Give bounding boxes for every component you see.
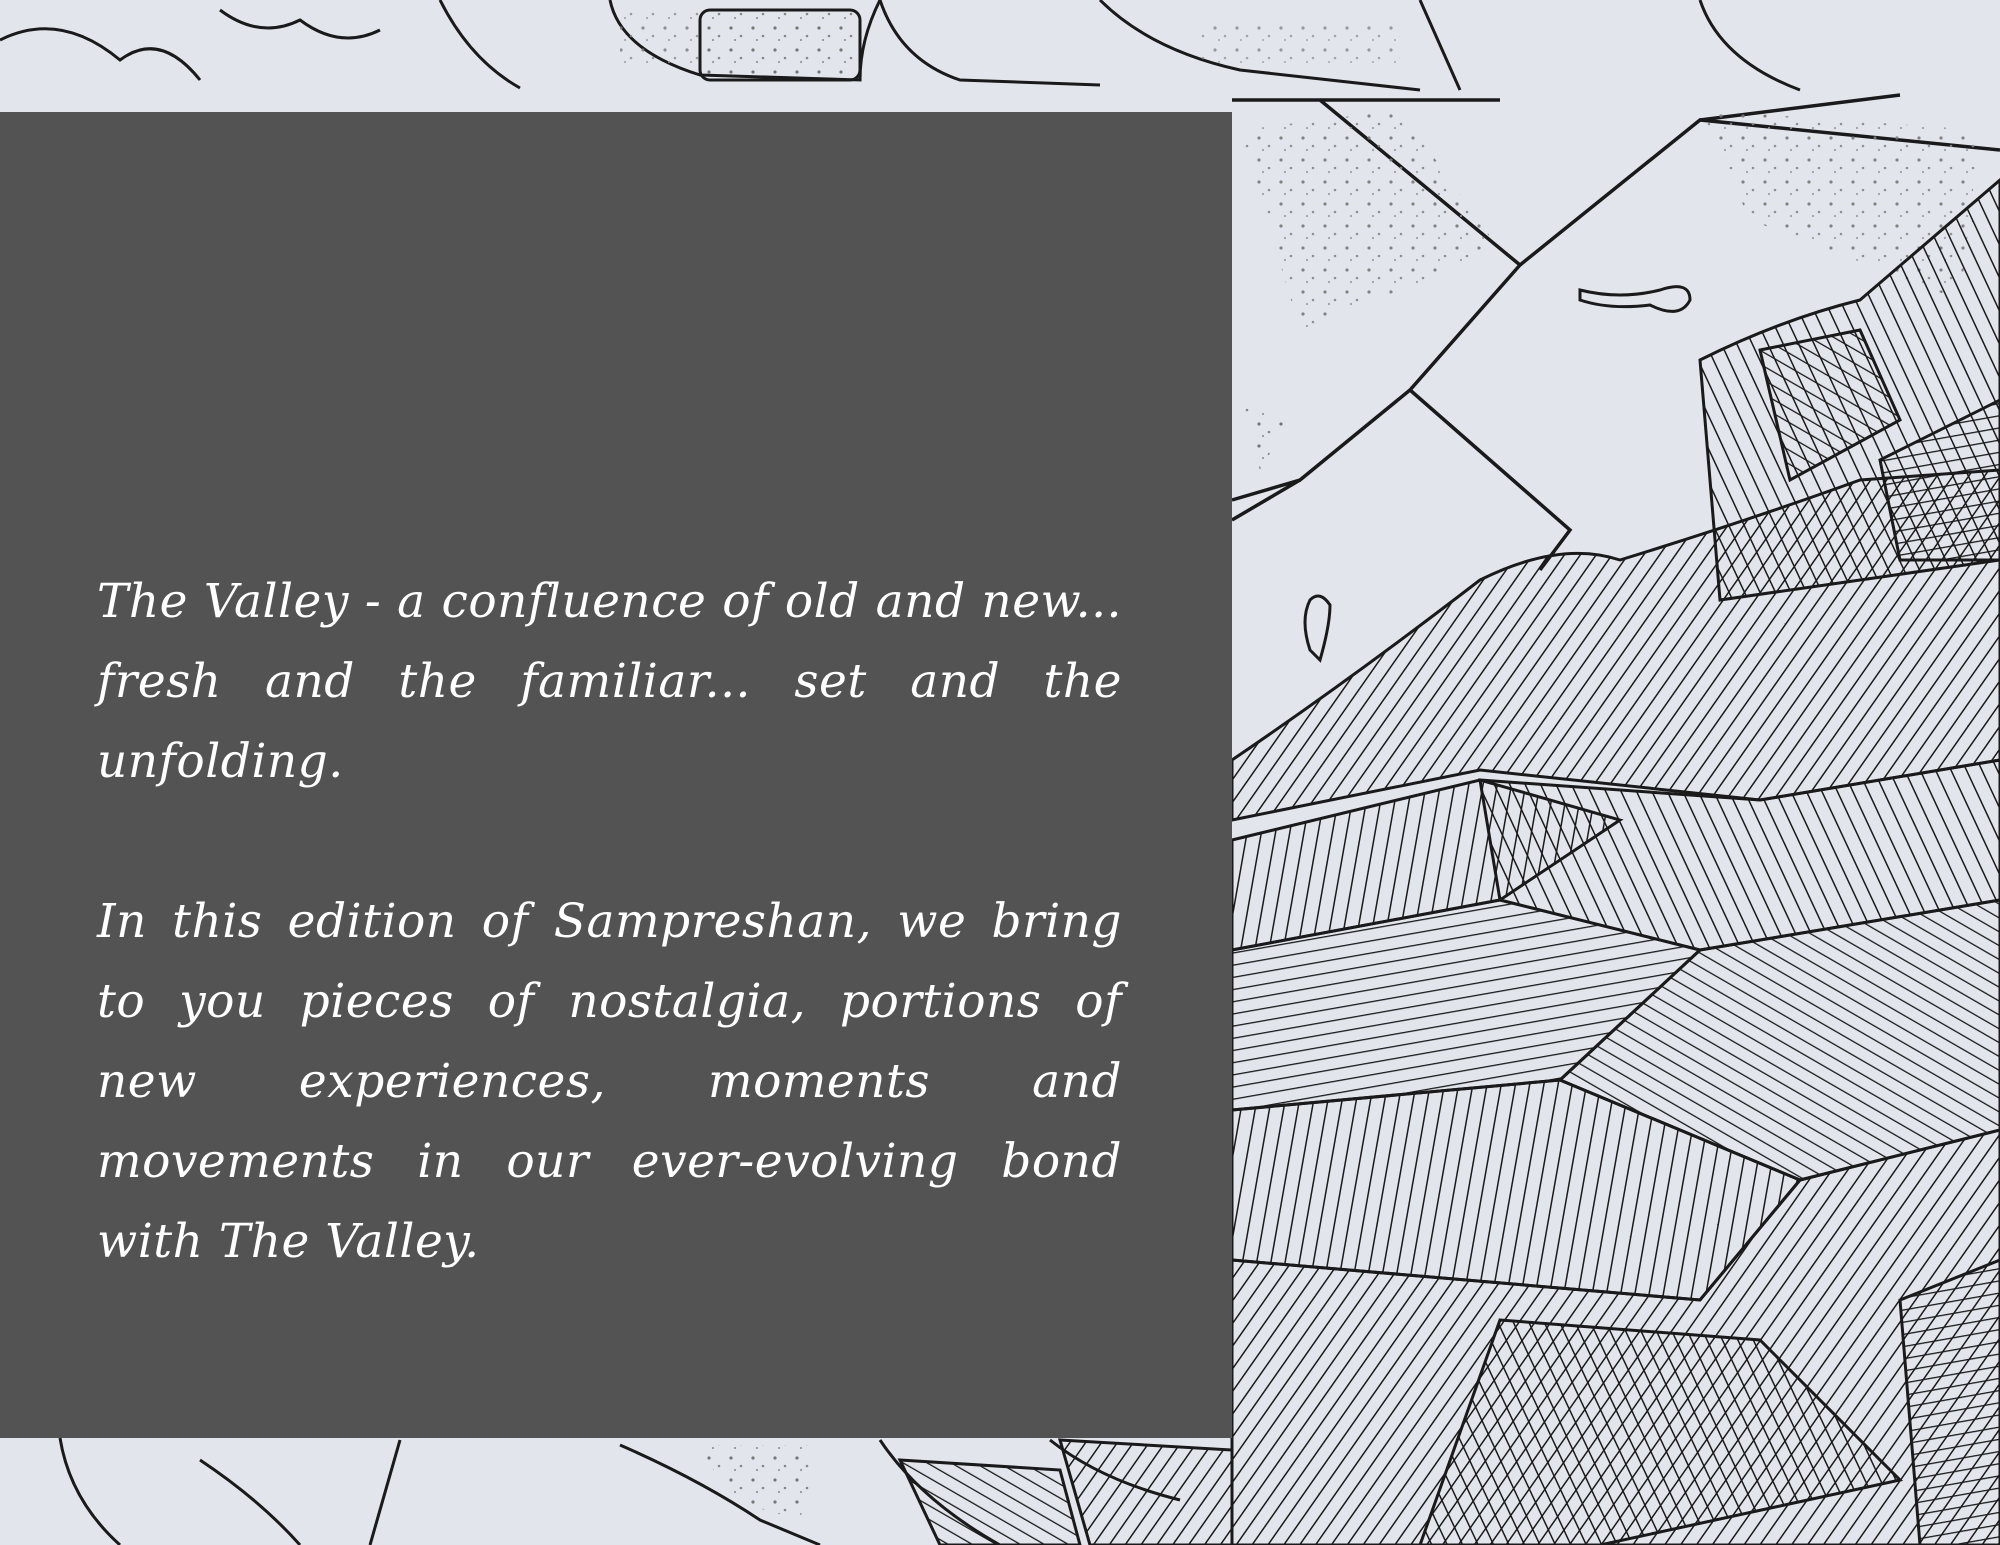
intro-paragraph: The Valley - a confluence of old and new... fresh and the familiar... set and the unfolding. [97,574,1122,789]
text-panel [0,112,1232,1438]
intro-text-block [97,562,1122,1282]
edition-paragraph: In this edition of Sampreshan, we bring to you pieces of nostalgia, portions of new experiences, moments and movements in our ever-evolving bond with The Valley. [97,894,1122,1269]
